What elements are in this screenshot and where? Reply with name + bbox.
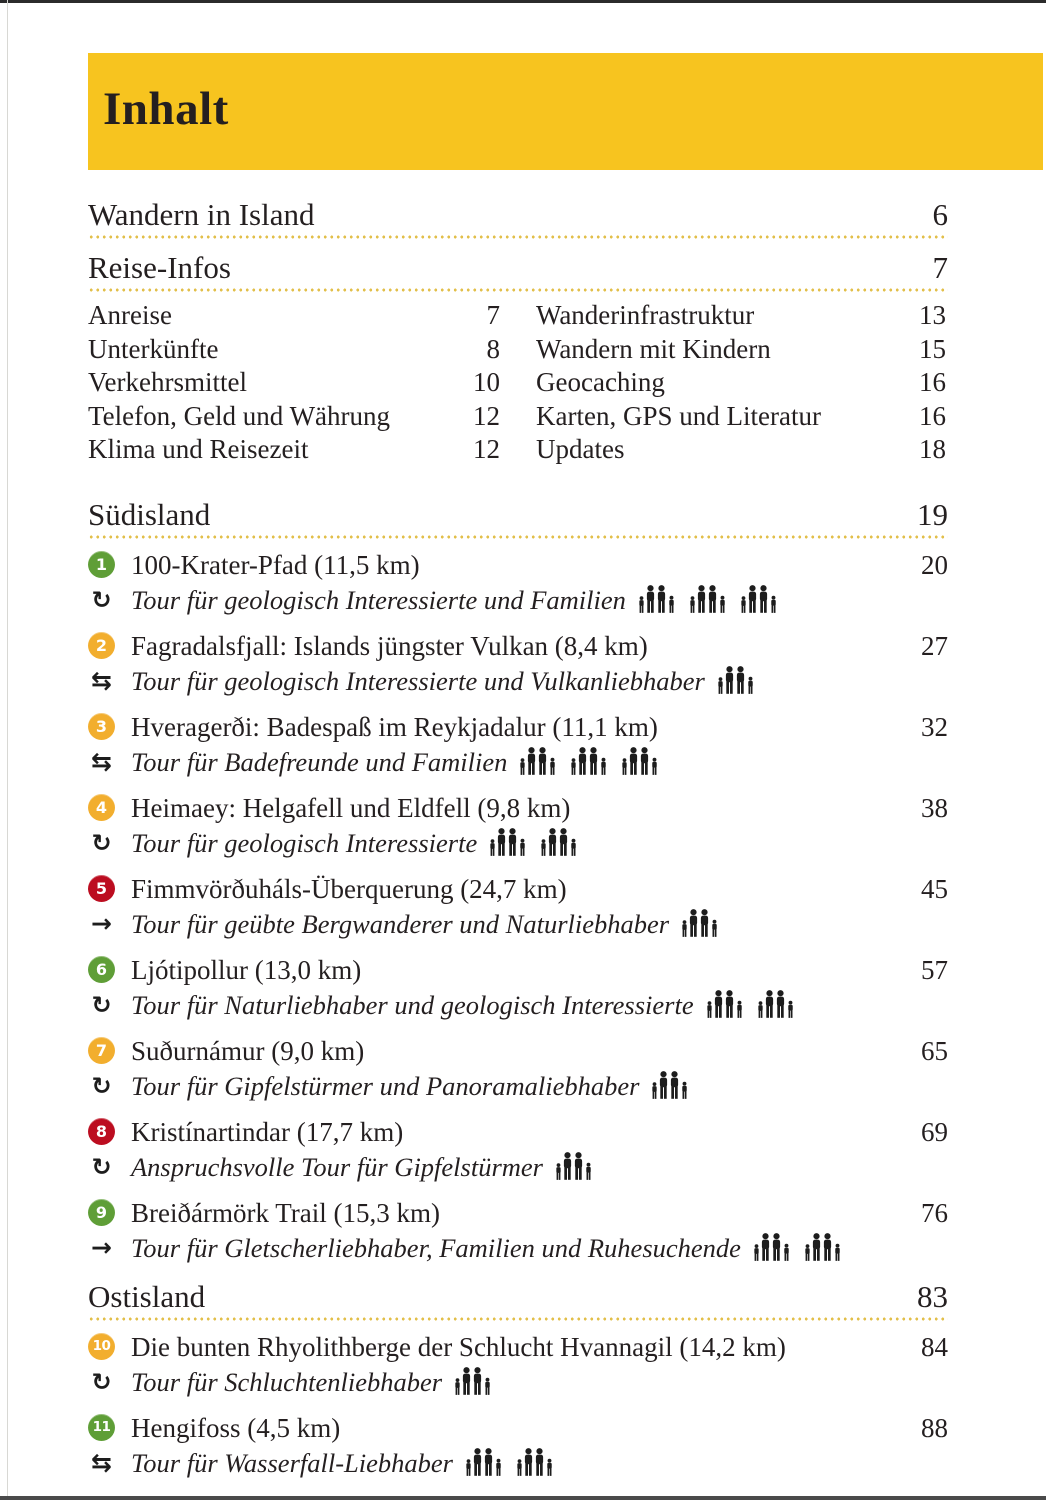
- tour-row: [88, 1330, 948, 1398]
- tour-main-line: [88, 1330, 948, 1364]
- suitability-family-icons: [637, 585, 783, 614]
- suitability-family-icons: [705, 990, 800, 1019]
- info-item: [536, 367, 946, 401]
- tour-row: [88, 1034, 948, 1102]
- tour-page-number: 88: [921, 1412, 948, 1443]
- tour-main-line: [88, 1411, 948, 1445]
- info-label: Klima und Reisezeit: [88, 434, 309, 464]
- tour-description: Tour für geologisch Interessierte und Vulkanliebhaber: [131, 665, 705, 696]
- info-label: Updates: [536, 434, 625, 464]
- toc-body: [88, 197, 948, 1492]
- tour-page-number: 38: [921, 792, 948, 823]
- tour-number-badge: 2: [88, 632, 115, 659]
- section-heading: [88, 197, 948, 233]
- section-reise-infos: [88, 250, 948, 468]
- tour-description: Tour für Badefreunde und Familien: [131, 746, 508, 777]
- suitability-family-icons: [488, 828, 583, 857]
- info-label: Wanderinfrastruktur: [536, 300, 755, 330]
- tour-sub-line: [88, 827, 948, 859]
- route-loop-icon: ↻: [91, 585, 112, 614]
- family-group-icon: [705, 990, 749, 1019]
- tour-description: Tour für Gletscherliebhaber, Familien und Ruhesuchende: [131, 1232, 741, 1263]
- info-label: Wandern mit Kindern: [536, 333, 771, 364]
- tour-row: [88, 872, 948, 940]
- section-wandern-in-island: [88, 197, 948, 240]
- tour-title: Fimmvörðuháls-Überquerung (24,7 km): [131, 873, 567, 904]
- dotted-leader: [88, 534, 948, 540]
- tour-page-number: 76: [921, 1197, 948, 1228]
- family-group-icon: [680, 909, 724, 938]
- section-page-number: 7: [932, 250, 948, 285]
- tour-description: Tour für geübte Bergwanderer und Naturliebhaber: [131, 908, 670, 939]
- family-group-icon: [716, 666, 760, 695]
- info-label: Telefon, Geld und Währung: [88, 400, 391, 431]
- tour-sub-line: [88, 1447, 948, 1479]
- tour-number-badge: 5: [88, 875, 115, 902]
- tour-main-line: [88, 629, 948, 663]
- tour-list: [88, 548, 948, 1264]
- tour-main-line: [88, 710, 948, 744]
- page-title: Inhalt: [103, 82, 229, 135]
- tour-sub-line: [88, 746, 948, 778]
- info-label: Verkehrsmittel: [88, 367, 247, 397]
- tour-row: [88, 548, 948, 616]
- tour-description: Tour für geologisch Interessierte: [131, 827, 478, 858]
- tour-title: Hengifoss (4,5 km): [131, 1412, 341, 1443]
- tour-title: Fagradalsfjall: Islands jüngster Vulkan (8,4 km): [131, 630, 648, 661]
- section-ostisland: [88, 1279, 948, 1479]
- info-page-number: 18: [919, 434, 946, 464]
- info-item: [88, 367, 500, 401]
- family-group-icon: [688, 585, 732, 614]
- family-group-icon: [620, 747, 664, 776]
- family-group-icon: [803, 1233, 847, 1262]
- info-page-number: 16: [919, 367, 946, 397]
- info-page-number: 13: [919, 300, 946, 330]
- tour-number-badge: 10: [88, 1333, 115, 1360]
- info-page-number: 12: [473, 434, 500, 464]
- tour-title: Ljótipollur (13,0 km): [131, 954, 362, 985]
- tour-title: Breiðármörk Trail (15,3 km): [131, 1197, 440, 1228]
- header-band: [88, 53, 1043, 170]
- tour-page-number: 84: [921, 1331, 948, 1362]
- tour-number-badge: 11: [88, 1414, 115, 1441]
- section-page-number: 6: [932, 197, 948, 232]
- tour-row: [88, 1196, 948, 1264]
- tour-sub-line: [88, 1232, 948, 1264]
- tour-number-badge: 3: [88, 713, 115, 740]
- info-item: [88, 401, 500, 435]
- tour-main-line: [88, 1034, 948, 1068]
- route-outback-icon: ⇆: [91, 746, 112, 776]
- tour-sub-line: [88, 665, 948, 697]
- tour-number-badge: 6: [88, 956, 115, 983]
- suitability-family-icons: [554, 1152, 598, 1181]
- tour-main-line: [88, 872, 948, 906]
- route-outback-icon: ⇆: [91, 665, 112, 695]
- info-page-number: 10: [473, 367, 500, 397]
- route-outback-icon: ⇆: [91, 1447, 112, 1477]
- section-heading: [88, 1279, 948, 1315]
- info-label: Karten, GPS und Literatur: [536, 400, 821, 431]
- tour-description: Tour für Naturliebhaber und geologisch Interessierte: [131, 989, 694, 1020]
- route-loop-icon: ↻: [91, 1071, 112, 1100]
- page-top-edge: [0, 0, 1046, 3]
- dotted-leader: [88, 234, 948, 240]
- tour-row: [88, 791, 948, 859]
- tour-description: Anspruchsvolle Tour für Gipfelstürmer: [131, 1151, 543, 1182]
- section-title: Ostisland: [88, 1278, 206, 1314]
- tour-number-badge: 7: [88, 1037, 115, 1064]
- route-loop-icon: ↻: [91, 828, 112, 857]
- info-page-number: 15: [919, 333, 946, 364]
- info-item: [88, 300, 500, 334]
- info-page-number: 12: [473, 400, 500, 431]
- tour-page-number: 65: [921, 1035, 948, 1066]
- info-item: [536, 401, 946, 435]
- tour-number-badge: 9: [88, 1199, 115, 1226]
- tour-sub-line: [88, 1070, 948, 1102]
- route-loop-icon: ↻: [91, 1152, 112, 1181]
- family-group-icon: [739, 585, 783, 614]
- tour-sub-line: [88, 908, 948, 940]
- tour-sub-line: [88, 989, 948, 1021]
- suitability-family-icons: [518, 747, 664, 776]
- family-group-icon: [637, 585, 681, 614]
- family-group-icon: [650, 1071, 694, 1100]
- tour-main-line: [88, 953, 948, 987]
- tour-list: [88, 1330, 948, 1479]
- family-group-icon: [464, 1448, 508, 1477]
- tour-page-number: 45: [921, 873, 948, 904]
- section-suedisland: [88, 497, 948, 1264]
- section-title: Südisland: [88, 496, 211, 532]
- tour-title: Kristínartindar (17,7 km): [131, 1116, 404, 1147]
- suitability-family-icons: [716, 666, 760, 695]
- route-oneway-icon: →: [91, 908, 112, 938]
- tour-page-number: 32: [921, 711, 948, 742]
- route-loop-icon: ↻: [91, 1367, 112, 1396]
- page-bottom-edge: [0, 1496, 1046, 1500]
- tour-number-badge: 8: [88, 1118, 115, 1145]
- family-group-icon: [569, 747, 613, 776]
- tour-description: Tour für Gipfelstürmer und Panoramaliebhaber: [131, 1070, 640, 1101]
- info-page-number: 16: [919, 400, 946, 431]
- family-group-icon: [752, 1233, 796, 1262]
- tour-row: [88, 629, 948, 697]
- tour-row: [88, 1411, 948, 1479]
- route-loop-icon: ↻: [91, 990, 112, 1019]
- info-grid: [88, 300, 948, 468]
- info-label: Anreise: [88, 300, 172, 330]
- tour-main-line: [88, 791, 948, 825]
- section-title: Wandern in Island: [88, 197, 315, 232]
- section-heading: [88, 250, 948, 286]
- tour-row: [88, 953, 948, 1021]
- tour-page-number: 69: [921, 1116, 948, 1147]
- info-item: [88, 434, 500, 468]
- tour-description: Tour für Schluchtenliebhaber: [131, 1366, 443, 1397]
- tour-title: Suðurnámur (9,0 km): [131, 1035, 365, 1066]
- dotted-leader: [88, 287, 948, 293]
- tour-number-badge: 1: [88, 551, 115, 578]
- section-page-number: 19: [917, 496, 948, 532]
- info-item: [88, 334, 500, 368]
- tour-sub-line: [88, 584, 948, 616]
- family-group-icon: [518, 747, 562, 776]
- tour-page-number: 20: [921, 549, 948, 580]
- family-group-icon: [453, 1367, 497, 1396]
- suitability-family-icons: [680, 909, 724, 938]
- info-page-number: 7: [486, 300, 500, 330]
- tour-description: Tour für geologisch Interessierte und Familien: [131, 584, 626, 615]
- info-item: [536, 334, 946, 368]
- page-left-edge: [7, 0, 8, 1500]
- tour-title: Heimaey: Helgafell und Eldfell (9,8 km): [131, 792, 571, 823]
- tour-number-badge: 4: [88, 794, 115, 821]
- tour-title: Die bunten Rhyolithberge der Schlucht Hvannagil (14,2 km): [131, 1331, 786, 1362]
- route-oneway-icon: →: [91, 1232, 112, 1262]
- tour-row: [88, 1115, 948, 1183]
- suitability-family-icons: [464, 1448, 559, 1477]
- tour-main-line: [88, 1196, 948, 1230]
- info-label: Unterkünfte: [88, 333, 219, 364]
- family-group-icon: [539, 828, 583, 857]
- tour-description: Tour für Wasserfall-Liebhaber: [131, 1447, 453, 1478]
- section-page-number: 83: [917, 1278, 948, 1314]
- tour-title: 100-Krater-Pfad (11,5 km): [131, 549, 420, 580]
- family-group-icon: [554, 1152, 598, 1181]
- suitability-family-icons: [650, 1071, 694, 1100]
- family-group-icon: [515, 1448, 559, 1477]
- section-heading: [88, 497, 948, 533]
- dotted-leader: [88, 1316, 948, 1322]
- suitability-family-icons: [752, 1233, 847, 1262]
- tour-main-line: [88, 548, 948, 582]
- tour-row: [88, 710, 948, 778]
- tour-title: Hveragerði: Badespaß im Reykjadalur (11,1 km): [131, 711, 658, 742]
- tour-page-number: 27: [921, 630, 948, 661]
- tour-sub-line: [88, 1366, 948, 1398]
- info-label: Geocaching: [536, 367, 665, 397]
- suitability-family-icons: [453, 1367, 497, 1396]
- info-item: [536, 434, 946, 468]
- info-page-number: 8: [486, 333, 500, 364]
- tour-sub-line: [88, 1151, 948, 1183]
- tour-main-line: [88, 1115, 948, 1149]
- tour-page-number: 57: [921, 954, 948, 985]
- section-title: Reise-Infos: [88, 250, 231, 285]
- family-group-icon: [488, 828, 532, 857]
- family-group-icon: [756, 990, 800, 1019]
- info-item: [536, 300, 946, 334]
